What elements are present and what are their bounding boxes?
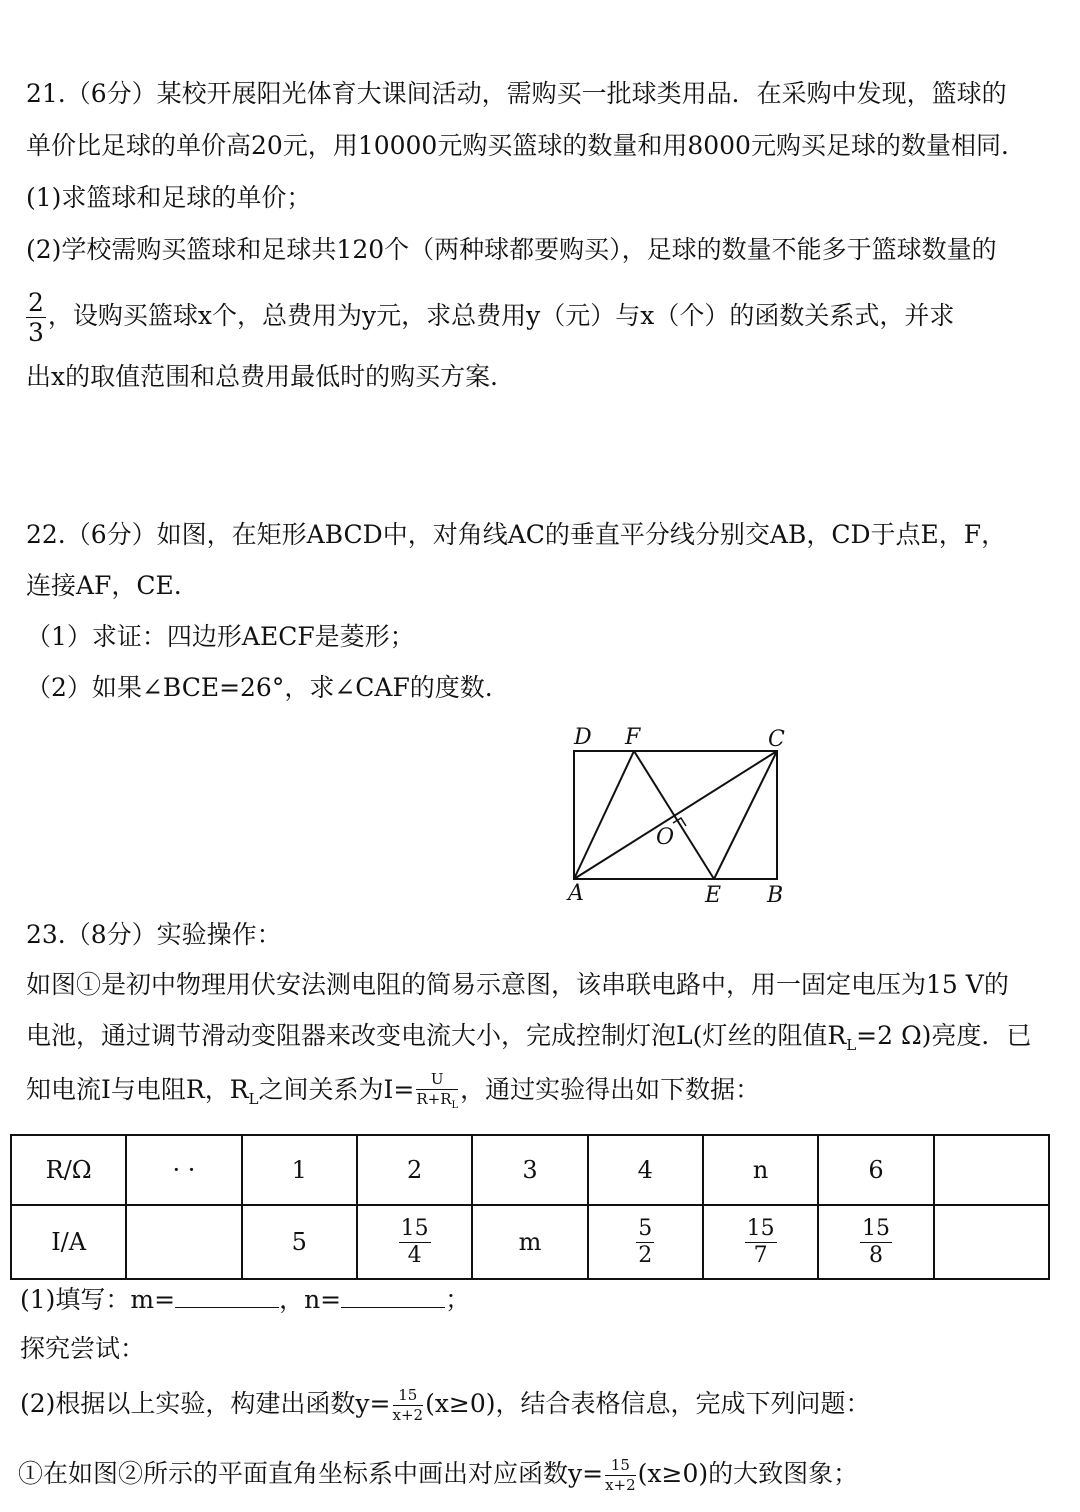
q23-part-2-1: ①在如图②所示的平面直角坐标系中画出对应函数y= $\frac{15}{x+2}$ (x≥0)的大致图象； <box>18 1456 859 1494</box>
q23-line-2: 如图①是初中物理用伏安法测电阻的简易示意图，该串联电路中，用一固定电压为15 V的 <box>26 970 1009 999</box>
table-cell: R/Ω <box>11 1135 126 1205</box>
table-cell: n <box>703 1135 818 1205</box>
table-cell <box>818 1205 933 1279</box>
q21-line-3: (1)求篮球和足球的单价； <box>26 183 312 212</box>
table-cell: 3 <box>472 1135 587 1205</box>
fraction-cell: $\frac{15}{8}$ <box>861 1215 890 1268</box>
q22-line-1: 22.（6分）如图，在矩形ABCD中，对角线AC的垂直平分线分别交AB，CD于点E，F， <box>26 520 1007 549</box>
function-fraction: $\frac{15}{x+2}$ <box>392 1386 424 1424</box>
label-f: F <box>625 725 641 750</box>
q21-line-5 <box>26 290 954 345</box>
fraction-two-thirds: $\frac{2}{3}$ <box>28 288 44 347</box>
q23-line-3: 电池，通过调节滑动变阻器来改变电流大小，完成控制灯泡L(灯丝的阻值$R_L=2$ Ω)亮度．已 <box>26 1021 1032 1054</box>
label-b: B <box>767 883 784 908</box>
label-c: C <box>768 727 785 752</box>
label-o: O <box>656 825 675 850</box>
q21-line-1: 21.（6分）某校开展阳光体育大课间活动，需购买一批球类用品．在采购中发现，篮球的 <box>26 79 1007 108</box>
fraction-cell: $\frac{15}{7}$ <box>746 1215 775 1268</box>
fraction-cell: $\frac{5}{2}$ <box>638 1215 653 1268</box>
table-cell: 5 <box>242 1205 357 1279</box>
table-cell: 4 <box>588 1135 703 1205</box>
table-row <box>11 1135 1049 1205</box>
answer-blank-n[interactable] <box>341 1285 445 1308</box>
q22-line-4: （2）如果∠BCE=26°，求∠CAF的度数. <box>26 673 493 702</box>
table-cell <box>934 1135 1049 1205</box>
answer-blank-m[interactable] <box>175 1285 279 1308</box>
fill-in-line: (1)填写：m= ，n= ； <box>20 1285 471 1314</box>
table-cell <box>357 1205 472 1279</box>
explore-heading: 探究尝试： <box>20 1334 146 1363</box>
table-cell <box>588 1205 703 1279</box>
fraction-cell: $\frac{15}{4}$ <box>400 1215 429 1268</box>
function-fraction: $\frac{15}{x+2}$ <box>605 1456 636 1494</box>
q22-line-3: （1）求证：四边形AECF是菱形； <box>26 622 415 651</box>
table-cell: 6 <box>818 1135 933 1205</box>
table-cell <box>126 1205 241 1279</box>
table-cell: I/A <box>11 1205 126 1279</box>
q21-line-4: (2)学校需购买篮球和足球共120个（两种球都要购买），足球的数量不能多于篮球数量的 <box>26 235 997 264</box>
table-cell: m <box>472 1205 587 1279</box>
q23-part-2: (2)根据以上实验，构建出函数y= $\frac{15}{x+2}$ (x≥0)，结合表格信息，完成下列问题： <box>20 1386 871 1424</box>
table-cell: 1 <box>242 1135 357 1205</box>
table-row <box>11 1205 1049 1279</box>
label-a: A <box>568 881 584 906</box>
data-table <box>10 1134 1050 1280</box>
formula-fraction: $\frac{U}{R+R_L}$ <box>416 1070 459 1111</box>
q23-line-1: 23.（8分）实验操作： <box>26 920 282 949</box>
table-cell: · · <box>126 1135 241 1205</box>
q21-line-2: 单价比足球的单价高20元，用10000元购买篮球的数量和用8000元购买足球的数量相同． <box>26 131 1026 160</box>
q21-line-5-text: ，设购买篮球x个，总费用为y元，求总费用y（元）与x（个）的函数关系式，并求 <box>47 301 955 330</box>
q22-line-2: 连接AF，CE. <box>26 571 182 600</box>
q23-line-4: 知电流I与电阻R，$R_L$之间关系为I= $\frac{U}{R+R_L}$ ，通过实验得出如下数据： <box>26 1070 761 1111</box>
segment-fe <box>634 751 714 879</box>
table-cell <box>703 1205 818 1279</box>
label-e: E <box>705 883 722 908</box>
rectangle-figure <box>552 720 802 910</box>
q21-line-6: 出x的取值范围和总费用最低时的购买方案． <box>26 362 516 391</box>
table-cell <box>934 1205 1049 1279</box>
table-cell: 2 <box>357 1135 472 1205</box>
label-d: D <box>574 725 592 750</box>
